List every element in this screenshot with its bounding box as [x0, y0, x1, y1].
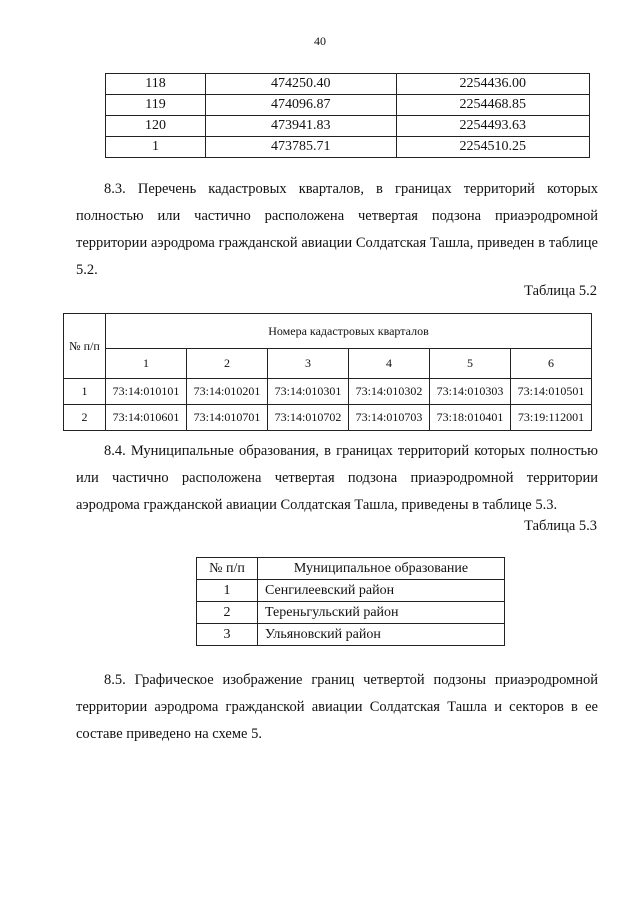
page-number: 40 [314, 34, 326, 48]
row-number: 3 [197, 624, 258, 646]
column-header: 1 [106, 349, 187, 379]
table-header-row [64, 314, 592, 349]
row-number: 1 [64, 379, 106, 405]
municipality-name: Сенгилеевский район [258, 580, 505, 602]
table-row [106, 74, 590, 95]
point-number: 1 [106, 137, 206, 158]
coord-y: 2254468.85 [396, 95, 590, 116]
coordinates-table [105, 73, 590, 158]
table-5-3-caption: Таблица 5.3 [524, 518, 597, 534]
table-header-row [197, 558, 505, 580]
column-header: 4 [349, 349, 430, 379]
row-number: 2 [197, 602, 258, 624]
paragraph-8-4 [76, 438, 598, 519]
cadastral-number: 73:14:010501 [511, 379, 592, 405]
table-row [197, 624, 505, 646]
point-number: 118 [106, 74, 206, 95]
paragraph-8-3 [76, 176, 598, 284]
municipality-name: Тереньгульский район [258, 602, 505, 624]
point-number: 120 [106, 116, 206, 137]
coord-x: 474250.40 [206, 74, 396, 95]
paragraph-text: 8.3. Перечень кадастровых кварталов, в границах территорий которых полностью или частично расположена четвертая подзона приаэродромной территории аэродрома гражданской авиации Солдатская Ташла, приведен в таблице 5.2. [76, 181, 598, 278]
cadastral-number: 73:14:010303 [430, 379, 511, 405]
column-header: 5 [430, 349, 511, 379]
cadastral-number: 73:14:010701 [187, 405, 268, 431]
table-row [106, 137, 590, 158]
cadastral-number: 73:14:010101 [106, 379, 187, 405]
table-row [106, 95, 590, 116]
num-header: № п/п [197, 558, 258, 580]
column-header: 3 [268, 349, 349, 379]
table-row [197, 602, 505, 624]
municipality-header: Муниципальное образование [258, 558, 505, 580]
cadastral-number: 73:19:112001 [511, 405, 592, 431]
num-header: № п/п [64, 314, 106, 379]
paragraph-8-5 [76, 667, 598, 748]
paragraph-text: 8.5. Графическое изображение границ четвертой подзоны приаэродромной территории аэродрома гражданской авиации Солдатская Ташла и секторов в ее составе приведено на схеме 5. [76, 672, 598, 742]
table-row [197, 580, 505, 602]
table-5-2-caption: Таблица 5.2 [524, 283, 597, 299]
cadastral-number: 73:14:010201 [187, 379, 268, 405]
cadastral-number: 73:14:010301 [268, 379, 349, 405]
group-header: Номера кадастровых кварталов [106, 314, 592, 349]
municipalities-table [196, 557, 505, 646]
point-number: 119 [106, 95, 206, 116]
municipality-name: Ульяновский район [258, 624, 505, 646]
paragraph-text: 8.4. Муниципальные образования, в границах территорий которых полностью или частично расположена четвертая подзона приаэродромной территории аэродрома гражданской авиации Солдатская Ташла, приведены в таблице 5.3. [76, 443, 598, 513]
table-row [106, 116, 590, 137]
coord-x: 474096.87 [206, 95, 396, 116]
coord-y: 2254493.63 [396, 116, 590, 137]
column-header: 6 [511, 349, 592, 379]
cadastral-number: 73:14:010601 [106, 405, 187, 431]
coord-x: 473941.83 [206, 116, 396, 137]
table-row [64, 379, 592, 405]
coord-x: 473785.71 [206, 137, 396, 158]
coord-y: 2254510.25 [396, 137, 590, 158]
table-header-row [64, 349, 592, 379]
table-row [64, 405, 592, 431]
cadastral-table [63, 313, 592, 431]
cadastral-number: 73:14:010703 [349, 405, 430, 431]
row-number: 2 [64, 405, 106, 431]
cadastral-number: 73:18:010401 [430, 405, 511, 431]
row-number: 1 [197, 580, 258, 602]
column-header: 2 [187, 349, 268, 379]
cadastral-number: 73:14:010702 [268, 405, 349, 431]
coord-y: 2254436.00 [396, 74, 590, 95]
cadastral-number: 73:14:010302 [349, 379, 430, 405]
